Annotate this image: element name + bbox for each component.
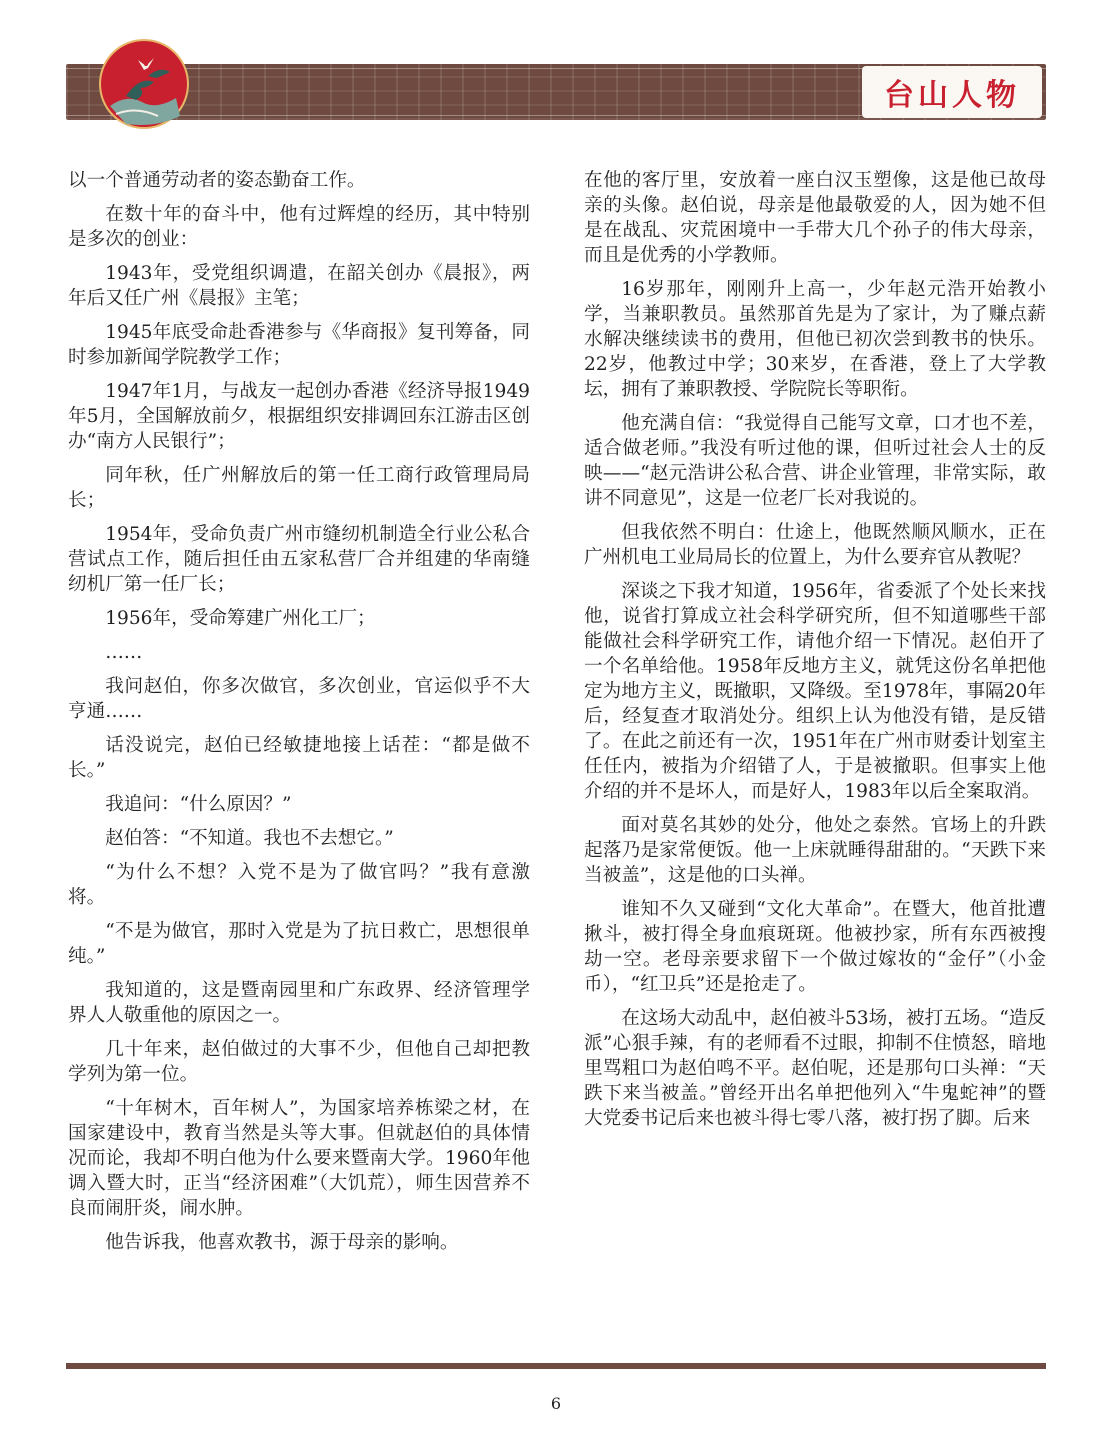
paragraph: …… bbox=[105, 642, 143, 663]
paragraph: “为什么不想？入党不是为了做官吗？”我有意激将。 bbox=[68, 862, 530, 908]
paragraph: 16岁那年，刚刚升上高一，少年赵元浩开始教小学，当兼职教员。虽然那首先是为了家计，为了赚点薪水解决继续读书的费用，但他已初次尝到教书的快乐。22岁，他教过中学；30来岁，在香港，登上了大学教坛，拥有了兼职教授、学院院长等职衔。 bbox=[584, 279, 1046, 400]
paragraph: 1943年，受党组织调遣，在韶关创办《晨报》，两年后又任广州《晨报》主笔； bbox=[68, 263, 530, 309]
section-title-box bbox=[862, 66, 1042, 118]
paragraph: 在这场大动乱中，赵伯被斗53场，被打五场。“造反派”心狠手辣，有的老师看不过眼，抑制不住愤怒，暗地里骂粗口为赵伯鸣不平。赵伯呢，还是那句口头禅：“天跌下来当被盖。”曾经开出名单把他列入“牛鬼蛇神”的暨大党委书记后来也被斗得七零八落，被打拐了脚。后来 bbox=[584, 1008, 1046, 1129]
paragraph: 赵伯答：“不知道。我也不去想它。” bbox=[105, 828, 394, 849]
paragraph: 1954年，受命负责广州市缝纫机制造全行业公私合营试点工作，随后担任由五家私营厂合并组建的华南缝纫机厂第一任厂长； bbox=[68, 524, 530, 595]
paragraph: 深谈之下我才知道，1956年，省委派了个处长来找他，说省打算成立社会科学研究所，但不知道哪些干部能做社会科学研究工作，请他介绍一下情况。赵伯开了一个名单给他。1958年反地方主义，就凭这份名单把他定为地方主义，既撤职，又降级。至1978年，事隔20年后，经复查才取消处分。组织上认为他没有错，是反错了。在此之前还有一次，1951年在广州市财委计划室主任任内，被指为介绍错了人，于是被撤职。但事实上他介绍的并不是坏人，而是好人，1983年以后全案取消。 bbox=[584, 581, 1046, 802]
paragraph: 我追问：“什么原因？” bbox=[105, 794, 292, 815]
paragraph: 在数十年的奋斗中，他有过辉煌的经历，其中特别是多次的创业： bbox=[68, 204, 530, 250]
paragraph: 几十年来，赵伯做过的大事不少，但他自己却把教学列为第一位。 bbox=[68, 1039, 530, 1085]
section-title: 台山人物 bbox=[884, 78, 1020, 113]
paragraph: 面对莫名其妙的处分，他处之泰然。官场上的升跌起落乃是家常便饭。他一上床就睡得甜甜的。“天跌下来当被盖”，这是他的口头禅。 bbox=[584, 815, 1046, 886]
paragraph: 我问赵伯，你多次做官，多次创业，官运似乎不大亨通…… bbox=[68, 676, 530, 722]
paragraph: 1956年，受命筹建广州化工厂； bbox=[105, 608, 376, 629]
paragraph: 同年秋，任广州解放后的第一任工商行政管理局局长； bbox=[68, 465, 530, 511]
paragraph: 谁知不久又碰到“文化大革命”。在暨大，他首批遭揪斗，被打得全身血痕斑斑。他被抄家，所有东西被搜劫一空。老母亲要求留下一个做过嫁妆的“金仔”（小金币），“红卫兵”还是抢走了。 bbox=[584, 899, 1046, 995]
paragraph: 他告诉我，他喜欢教书，源于母亲的影响。 bbox=[105, 1232, 459, 1253]
paragraph: 以一个普通劳动者的姿态勤奋工作。 bbox=[68, 170, 366, 191]
paragraph: “不是为做官，那时入党是为了抗日救亡，思想很单纯。” bbox=[68, 921, 530, 967]
page-number: 6 bbox=[550, 1394, 562, 1413]
paragraph: “十年树木，百年树人”，为国家培养栋梁之材，在国家建设中，教育当然是头等大事。但就赵伯的具体情况而论，我却不明白他为什么要来暨南大学。1960年他调入暨大时，正当“经济困难”（大饥荒），师生因营养不良而闹肝炎，闹水肿。 bbox=[68, 1098, 530, 1219]
paragraph: 在他的客厅里，安放着一座白汉玉塑像，这是他已故母亲的头像。赵伯说，母亲是他最敬爱的人，因为她不但是在战乱、灾荒困境中一手带大几个孙子的伟大母亲，而且是优秀的小学教师。 bbox=[584, 170, 1046, 266]
footer-rule bbox=[66, 1363, 1046, 1369]
paragraph: 他充满自信：“我觉得自己能写文章，口才也不差，适合做老师。”我没有听过他的课，但听过社会人士的反映——“赵元浩讲公私合营、讲企业管理，非常实际，敢讲不同意见”，这是一位老厂长对我说的。 bbox=[584, 413, 1046, 509]
left-column bbox=[68, 168, 530, 1264]
paragraph: 我知道的，这是暨南园里和广东政界、经济管理学界人人敬重他的原因之一。 bbox=[68, 980, 530, 1026]
paragraph: 但我依然不明白：仕途上，他既然顺风顺水，正在广州机电工业局局长的位置上，为什么要弃官从教呢？ bbox=[584, 522, 1046, 568]
paragraph: 1945年底受命赴香港参与《华商报》复刊筹备，同时参加新闻学院教学工作； bbox=[68, 322, 530, 368]
paragraph: 1947年1月，与战友一起创办香港《经济导报1949年5月，全国解放前夕，根据组织安排调回东江游击区创办“南方人民银行”； bbox=[68, 381, 530, 452]
paragraph: 话没说完，赵伯已经敏捷地接上话茬：“都是做不长。” bbox=[68, 735, 530, 781]
crane-pine-emblem-icon bbox=[96, 36, 192, 132]
right-column bbox=[584, 168, 1046, 1140]
